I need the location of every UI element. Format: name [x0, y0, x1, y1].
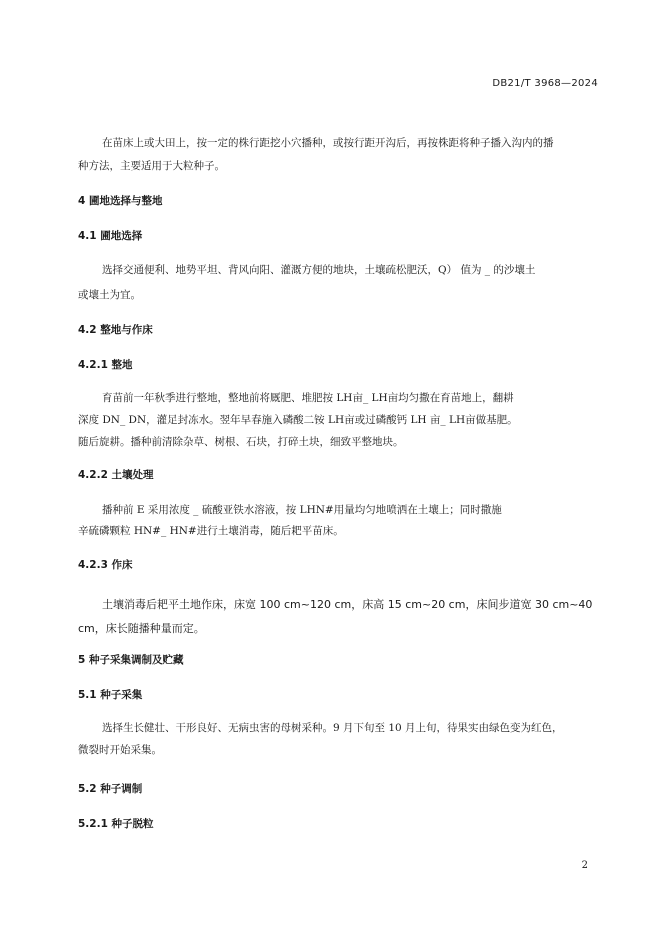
section-heading-4-2: 4.2 整地与作床 — [78, 324, 153, 336]
section-heading-4-2-1: 4.2.1 整地 — [78, 359, 133, 371]
paragraph-line: 辛硫磷颗粒 HN#_ HN#进行土壤消毒，随后耙平苗床。 — [78, 525, 344, 537]
section-heading-4-2-3: 4.2.3 作床 — [78, 559, 133, 571]
paragraph-line: 种方法，主要适用于大粒种子。 — [78, 160, 225, 172]
section-heading-4: 4 圃地选择与整地 — [78, 195, 163, 207]
paragraph-line: 在苗床上或大田上，按一定的株行距挖小穴播种，或按行距开沟后，再按株距将种子播入沟内的播 — [102, 137, 554, 149]
paragraph-line: 随后旋耕。播种前清除杂草、树根、石块，打碎土块，细致平整地块。 — [78, 436, 404, 448]
section-heading-5-2-1: 5.2.1 种子脱粒 — [78, 818, 154, 830]
paragraph-line: 播种前 E 采用浓度 _ 硫酸亚铁水溶液，按 LHN#用量均匀地喷洒在土壤上；同时撒施 — [102, 504, 502, 516]
paragraph-line: cm，床长随播种量而定。 — [78, 622, 205, 635]
page-number: 2 — [581, 860, 588, 871]
section-heading-5-2: 5.2 种子调制 — [78, 783, 143, 795]
paragraph-line: 育苗前一年秋季进行整地，整地前将厩肥、堆肥按 LH亩_ LH亩均匀撒在育苗地上，翻耕 — [102, 392, 514, 404]
paragraph-line: 土壤消毒后耙平土地作床，床宽 100 cm~120 cm，床高 15 cm~20 cm，床间步道宽 30 cm~40 — [102, 598, 593, 611]
section-heading-4-1: 4.1 圃地选择 — [78, 230, 143, 242]
section-heading-4-2-2: 4.2.2 土壤处理 — [78, 469, 154, 481]
paragraph-line: 微裂时开始采集。 — [78, 744, 162, 756]
paragraph-line: 深度 DN_ DN，灌足封冻水。翌年早春施入磷酸二铵 LH亩或过磷酸钙 LH 亩_ LH亩做基肥。 — [78, 414, 518, 426]
section-heading-5: 5 种子采集调制及贮藏 — [78, 654, 184, 666]
document-code: DB21/T 3968—2024 — [492, 78, 598, 89]
paragraph-line: 选择交通便利、地势平坦、背风向阳、灌溉方便的地块，土壤疏松肥沃，Q） 值为 _ 的沙壤土 — [102, 264, 536, 276]
paragraph-line: 或壤土为宜。 — [78, 289, 141, 301]
section-heading-5-1: 5.1 种子采集 — [78, 689, 143, 701]
paragraph-line: 选择生长健壮、干形良好、无病虫害的母树采种。9 月下旬至 10 月上旬，待果实由绿色变为红色， — [102, 722, 563, 734]
